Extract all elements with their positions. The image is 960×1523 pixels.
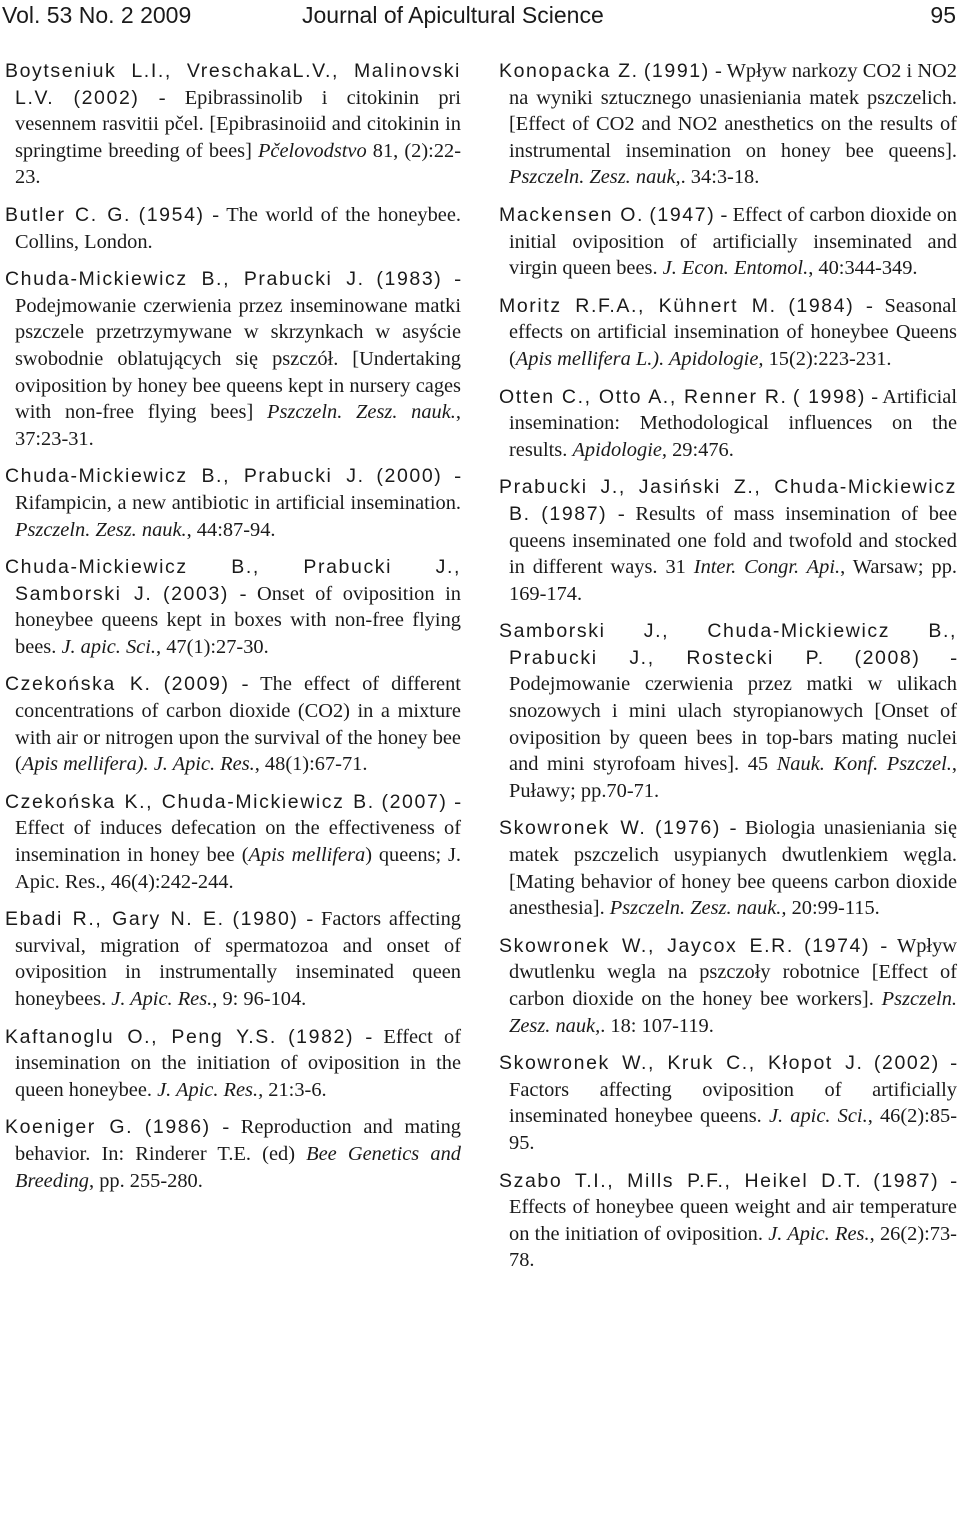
reference-details: . 18: 107-119. bbox=[600, 1014, 714, 1037]
reference-entry bbox=[5, 463, 461, 543]
reference-entry bbox=[5, 1114, 461, 1194]
reference-text: - Biologia unasieniania się matek pszczelich usypianych dwutlenkiem węgla. [Mating behavior of honey bee queens carbon dioxide anesthesia]. bbox=[509, 817, 957, 920]
reference-details: ) queens; J. Apic. Res., 46(4):242-244. bbox=[15, 844, 461, 893]
reference-source: Apis mellifera bbox=[248, 844, 366, 867]
reference-authors: Mackensen O. bbox=[499, 203, 645, 226]
reference-year: (1986) bbox=[144, 1116, 211, 1139]
reference-text: - Epibrassinolib i citokinin pri vesennem rasvitii pčel. [Epibrasinoiid and citokinin in springtime breeding of bees] bbox=[15, 86, 461, 162]
reference-text: - Factors affecting oviposition of artificially inseminated honeybee queens. bbox=[509, 1052, 958, 1128]
reference-authors: Boytseniuk L.I., VreschakaL.V., Malinovski L.V. bbox=[5, 60, 461, 109]
reference-entry bbox=[5, 671, 461, 777]
reference-text: - Wpływ narkozy CO2 i NO2 na wyniki sztucznego unasieniania matek pszczelich. [Effect of CO2 and NO2 anesthetics on the results of instrumental insemination on honey bee queens]. bbox=[509, 60, 957, 162]
reference-authors: Skowronek W., Kruk C., Kłopot J. bbox=[499, 1052, 864, 1075]
reference-details: , Warsaw; pp. 169-174. bbox=[509, 556, 957, 605]
reference-text: - Wpływ dwutlenku wegla na pszczoły robotnice [Effect of carbon dioxide on the honey bee workers]. bbox=[509, 934, 958, 1010]
reference-source: Pčelovodstvo bbox=[257, 139, 367, 162]
reference-details: , 26(2):73-78. bbox=[509, 1222, 957, 1272]
reference-authors: Chuda-Mickiewicz B., Prabucki J. bbox=[5, 465, 365, 488]
journal-title: Journal of Apicultural Science bbox=[302, 2, 604, 28]
reference-authors: Butler C. G. bbox=[5, 203, 132, 226]
reference-column-right bbox=[499, 58, 957, 1285]
reference-authors: Samborski J., Chuda-Mickiewicz B., Prabucki J., Rostecki P. bbox=[499, 620, 957, 669]
reference-year: (1954) bbox=[138, 203, 205, 226]
reference-year: (2007) bbox=[381, 790, 448, 813]
reference-authors: Chuda-Mickiewicz B., Prabucki J. bbox=[5, 268, 365, 291]
reference-details: 21:3-6. bbox=[263, 1078, 327, 1101]
reference-details: , 48(1):67-71. bbox=[254, 753, 368, 776]
reference-entry bbox=[499, 815, 957, 921]
reference-source: Pszczeln. Zesz. nauk, bbox=[509, 166, 681, 189]
reference-entry bbox=[5, 266, 461, 452]
reference-entry bbox=[5, 58, 461, 191]
reference-year: (2002) bbox=[73, 86, 140, 109]
reference-entry bbox=[499, 1168, 957, 1274]
reference-year: (1991) bbox=[643, 60, 710, 82]
reference-year: (1983) bbox=[376, 268, 443, 291]
reference-details: 29:476. bbox=[667, 438, 734, 461]
reference-entry bbox=[5, 906, 461, 1012]
reference-details: , 40:344-349. bbox=[808, 257, 918, 280]
reference-text: - Onset of oviposition in honeybee queens kept in boxes with non-free flying bees. bbox=[15, 582, 461, 658]
reference-text: - Effect of carbon dioxide on initial oviposition of artificially inseminated and virgin queen bees. bbox=[509, 203, 957, 280]
reference-source: J. Apic. Res. bbox=[111, 988, 213, 1010]
reference-source: Pszczeln. Zesz. nauk, bbox=[509, 988, 957, 1037]
reference-source: Nauk. Konf. Pszczel. bbox=[776, 753, 952, 776]
reference-text: - Effect of induces defecation on the effectiveness of insemination in honey bee ( bbox=[15, 790, 462, 867]
reference-source: Bee Genetics and Breeding bbox=[15, 1142, 461, 1192]
reference-source: Apidologie, bbox=[572, 438, 668, 461]
reference-source: Pszczeln. Zesz. nauk., bbox=[609, 897, 787, 920]
volume-info: Vol. 53 No. 2 2009 bbox=[2, 2, 192, 28]
reference-authors: Koeniger G. bbox=[5, 1116, 134, 1139]
reference-source: Inter. Congr. Api. bbox=[693, 556, 841, 579]
reference-year: (1982) bbox=[288, 1025, 355, 1048]
reference-entry bbox=[499, 202, 957, 282]
reference-authors: Ebadi R., Gary N. E. bbox=[5, 908, 225, 931]
reference-details: , 37:23-31. bbox=[15, 401, 461, 450]
reference-authors: Prabucki J., Jasiński Z., Chuda-Mickiewicz B. bbox=[499, 476, 957, 525]
reference-details: , 46(2):85-95. bbox=[509, 1105, 958, 1154]
reference-details: , pp. 255-280. bbox=[89, 1169, 203, 1192]
reference-entry bbox=[499, 1050, 957, 1156]
reference-details: . 34:3-18. bbox=[680, 166, 760, 189]
reference-column-left bbox=[5, 58, 461, 1205]
reference-year: (2009) bbox=[163, 673, 230, 696]
reference-text: - Factors affecting survival, migration of spermatozoa and onset of oviposition in instrumentally inseminated queen honeybees. bbox=[15, 908, 461, 1010]
reference-source: Pszczeln. Zesz. nauk. bbox=[267, 401, 456, 424]
reference-source: Apis mellifera L.). Apidologie, bbox=[515, 347, 764, 370]
reference-text: - Results of mass insemination of bee queens inseminated one fold and twofold and stocked in different ways. 31 bbox=[509, 502, 957, 579]
reference-entry bbox=[499, 933, 957, 1039]
reference-entry bbox=[5, 554, 461, 660]
reference-authors: Otten C., Otto A., Renner R. bbox=[499, 385, 788, 408]
reference-text: - Podejmowanie czerwienia przez inseminowane matki pszczele przetrzymywane w skrzynkach w asyście swobodnie oblatujących się pszczół. [Undertaking oviposition by honey bee queens kept in nursery cages with non-free flying bees] bbox=[15, 268, 461, 424]
reference-entry bbox=[5, 789, 461, 895]
reference-source: J. apic. Sci. bbox=[61, 635, 156, 658]
reference-authors: Moritz R.F.A., Kühnert M. bbox=[499, 294, 777, 317]
reference-entry bbox=[499, 384, 957, 464]
reference-entry bbox=[5, 1024, 461, 1104]
reference-year: (2008) bbox=[854, 646, 921, 669]
reference-text: - Rifampicin, a new antibiotic in artificial insemination. bbox=[15, 465, 461, 514]
reference-entry bbox=[499, 293, 957, 373]
reference-year: (1974) bbox=[804, 934, 871, 957]
reference-year: ( 1998) bbox=[792, 385, 866, 408]
reference-source: J. apic. Sci. bbox=[768, 1105, 868, 1128]
reference-text: - Artificial insemination: Methodological influences on the results. bbox=[509, 385, 957, 461]
reference-entry bbox=[5, 202, 461, 255]
reference-source: J. Apic. Res., bbox=[157, 1078, 264, 1101]
reference-year: (2002) bbox=[873, 1052, 940, 1075]
reference-text: - Podejmowanie czerwienia przez matki w ulikach snozowych i mini ulach styropianowych [Onset of oviposition by queen bees in top-bars mating nuclei and mini styrofoam hives]. 45 bbox=[509, 646, 957, 776]
reference-year: (1984) bbox=[788, 294, 855, 317]
reference-authors: Czekońska K. bbox=[5, 673, 152, 696]
reference-source: J. Apic. Res. bbox=[768, 1222, 870, 1245]
reference-details: , 44:87-94. bbox=[186, 518, 276, 541]
reference-text: - Effect of insemination on the initiation of oviposition in the queen honeybee. bbox=[15, 1025, 461, 1101]
reference-authors: Konopacka Z. bbox=[499, 60, 639, 82]
reference-text: - Seasonal effects on artificial insemination of honeybee Queens ( bbox=[509, 294, 957, 370]
reference-authors: Czekońska K., Chuda-Mickiewicz B. bbox=[5, 790, 375, 813]
reference-year: (1980) bbox=[232, 908, 299, 931]
reference-details: , Puławy; pp.70-71. bbox=[509, 753, 957, 802]
reference-authors: Kaftanoglu O., Peng Y.S. bbox=[5, 1025, 277, 1048]
reference-source: Apis mellifera). J. Apic. Res. bbox=[21, 753, 255, 776]
reference-text: - Effects of honeybee queen weight and air temperature on the initiation of oviposition. bbox=[509, 1169, 957, 1245]
reference-authors: Szabo T.I., Mills P.F., Heikel D.T. bbox=[499, 1169, 863, 1192]
reference-year: (2000) bbox=[376, 465, 443, 488]
reference-year: (1987) bbox=[541, 502, 608, 525]
reference-source: J. Econ. Entomol. bbox=[662, 257, 809, 280]
reference-details: 81, (2):22-23. bbox=[15, 139, 461, 189]
reference-year: (1987) bbox=[873, 1169, 940, 1192]
running-header bbox=[0, 0, 960, 34]
reference-text: - The effect of different concentrations of carbon dioxide (CO2) in a mixture with air or nitrogen upon the survival of the honey bee ( bbox=[15, 673, 461, 776]
reference-authors: Skowronek W., Jaycox E.R. bbox=[499, 934, 794, 957]
reference-text: - The world of the honeybee. Collins, London. bbox=[15, 203, 461, 253]
reference-details: , 9: 96-104. bbox=[212, 988, 307, 1010]
reference-details: 20:99-115. bbox=[786, 897, 880, 920]
reference-authors: Chuda-Mickiewicz B., Prabucki J., Samborski J. bbox=[5, 556, 461, 605]
page-number: 95 bbox=[930, 2, 956, 28]
reference-source: Pszczeln. Zesz. nauk. bbox=[15, 518, 187, 541]
reference-entry bbox=[499, 618, 957, 804]
reference-year: (2003) bbox=[163, 582, 229, 605]
reference-details: , 47(1):27-30. bbox=[156, 635, 269, 658]
reference-year: (1976) bbox=[654, 817, 721, 840]
reference-text: - Reproduction and mating behavior. In: Rinderer T.E. (ed) bbox=[15, 1116, 462, 1165]
reference-entry bbox=[499, 474, 957, 607]
reference-details: 15(2):223-231. bbox=[763, 347, 892, 370]
reference-authors: Skowronek W. bbox=[499, 817, 647, 840]
reference-year: (1947) bbox=[649, 203, 716, 226]
reference-entry bbox=[499, 58, 957, 191]
